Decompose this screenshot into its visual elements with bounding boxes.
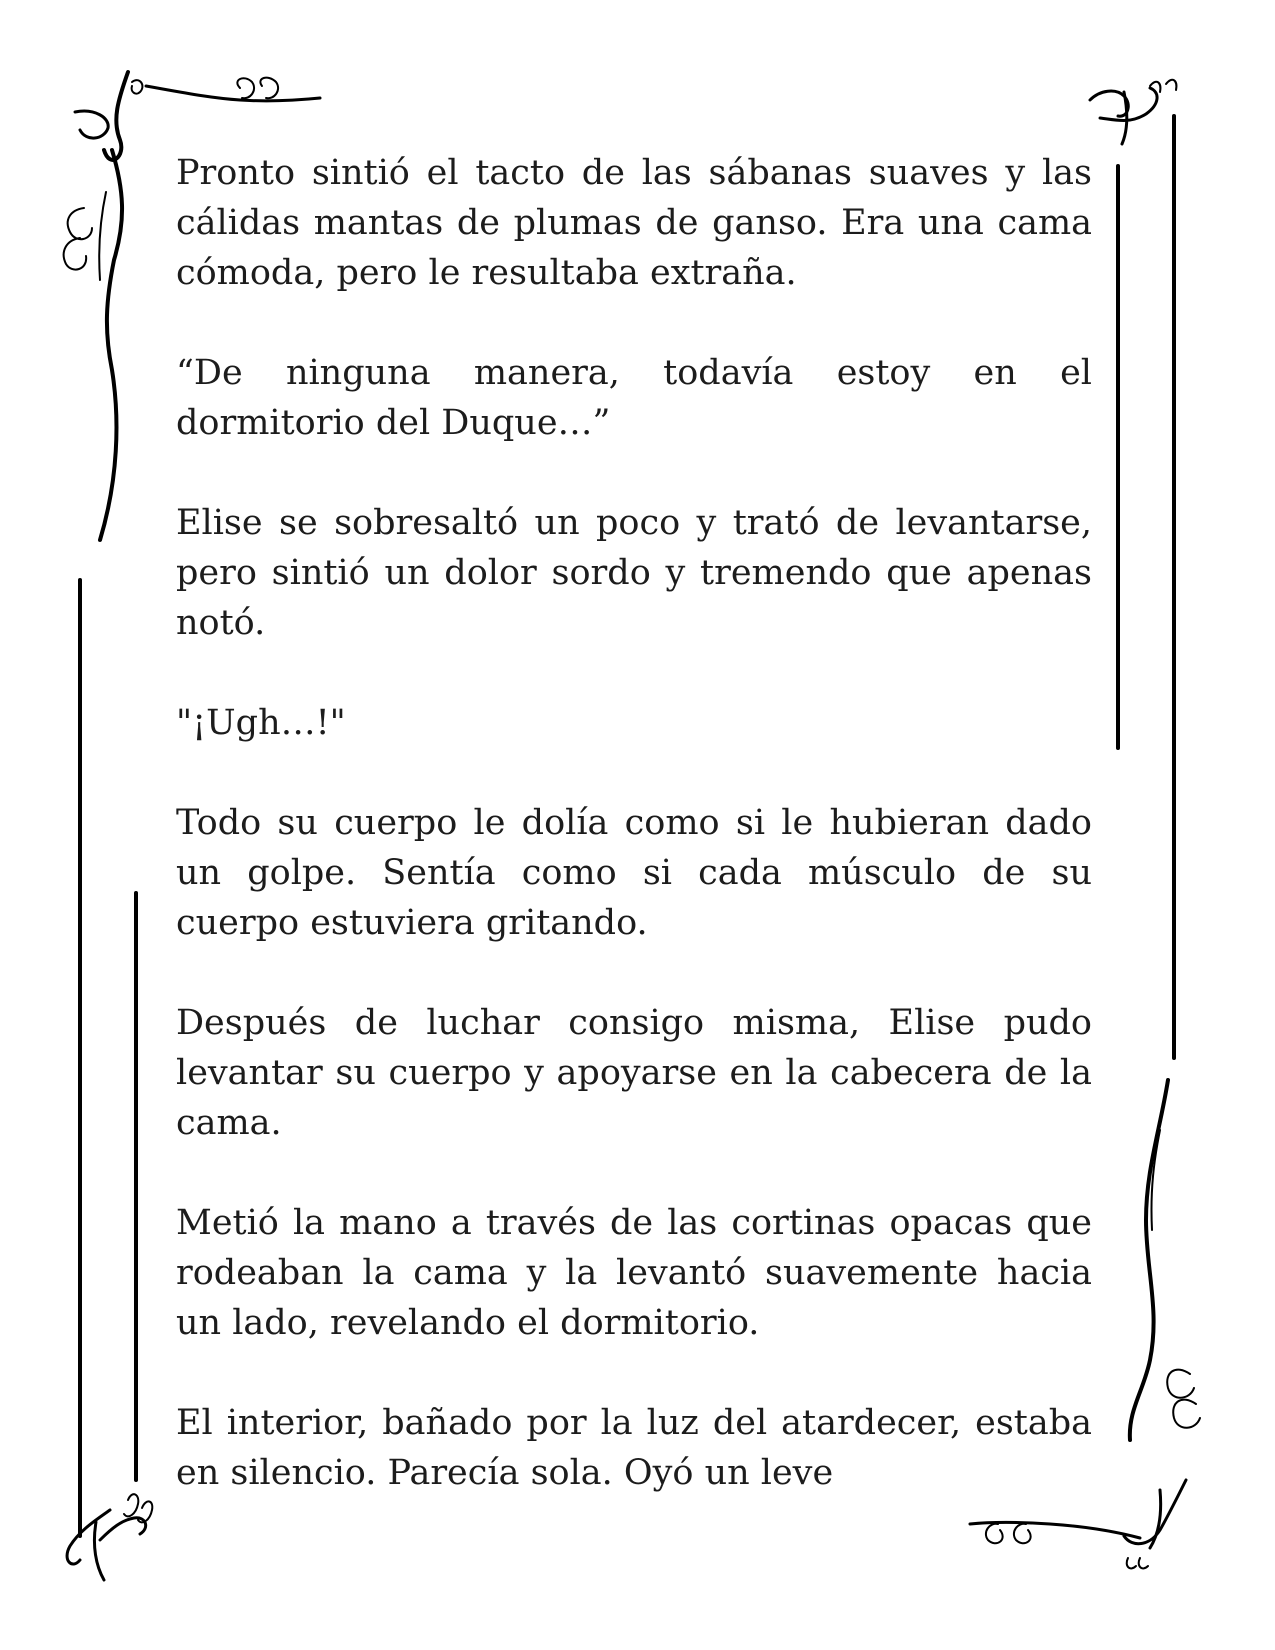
paragraph-1: Pronto sintió el tacto de las sábanas suaves y las cálidas mantas de plumas de ganso. Era una cama cómoda, pero le resultaba extraña. [176,153,1092,293]
paragraph-3: Elise se sobresaltó un poco y trató de levantarse, pero sintió un dolor sordo y tremendo que apenas notó. [176,503,1092,643]
paragraph-2: “De ninguna manera, todavía estoy en el dormitorio del Duque…” [176,353,1092,443]
paragraph-4: "¡Ugh…!" [176,703,346,743]
paragraph-5: Todo su cuerpo le dolía como si le hubieran dado un golpe. Sentía como si cada músculo de su cuerpo estuviera gritando. [176,803,1092,943]
page-body [176,148,1092,1548]
paragraph-7: Metió la mano a través de las cortinas opacas que rodeaban la cama y la levantó suavemente hacia un lado, revelando el dormitorio. [176,1203,1092,1343]
paragraph-6: Después de luchar consigo misma, Elise pudo levantar su cuerpo y apoyarse en la cabecera de la cama. [176,1003,1092,1143]
paragraph-8: El interior, bañado por la luz del atardecer, estaba en silencio. Parecía sola. Oyó un leve [176,1403,1092,1493]
top-right-flourish-icon [1090,80,1176,144]
